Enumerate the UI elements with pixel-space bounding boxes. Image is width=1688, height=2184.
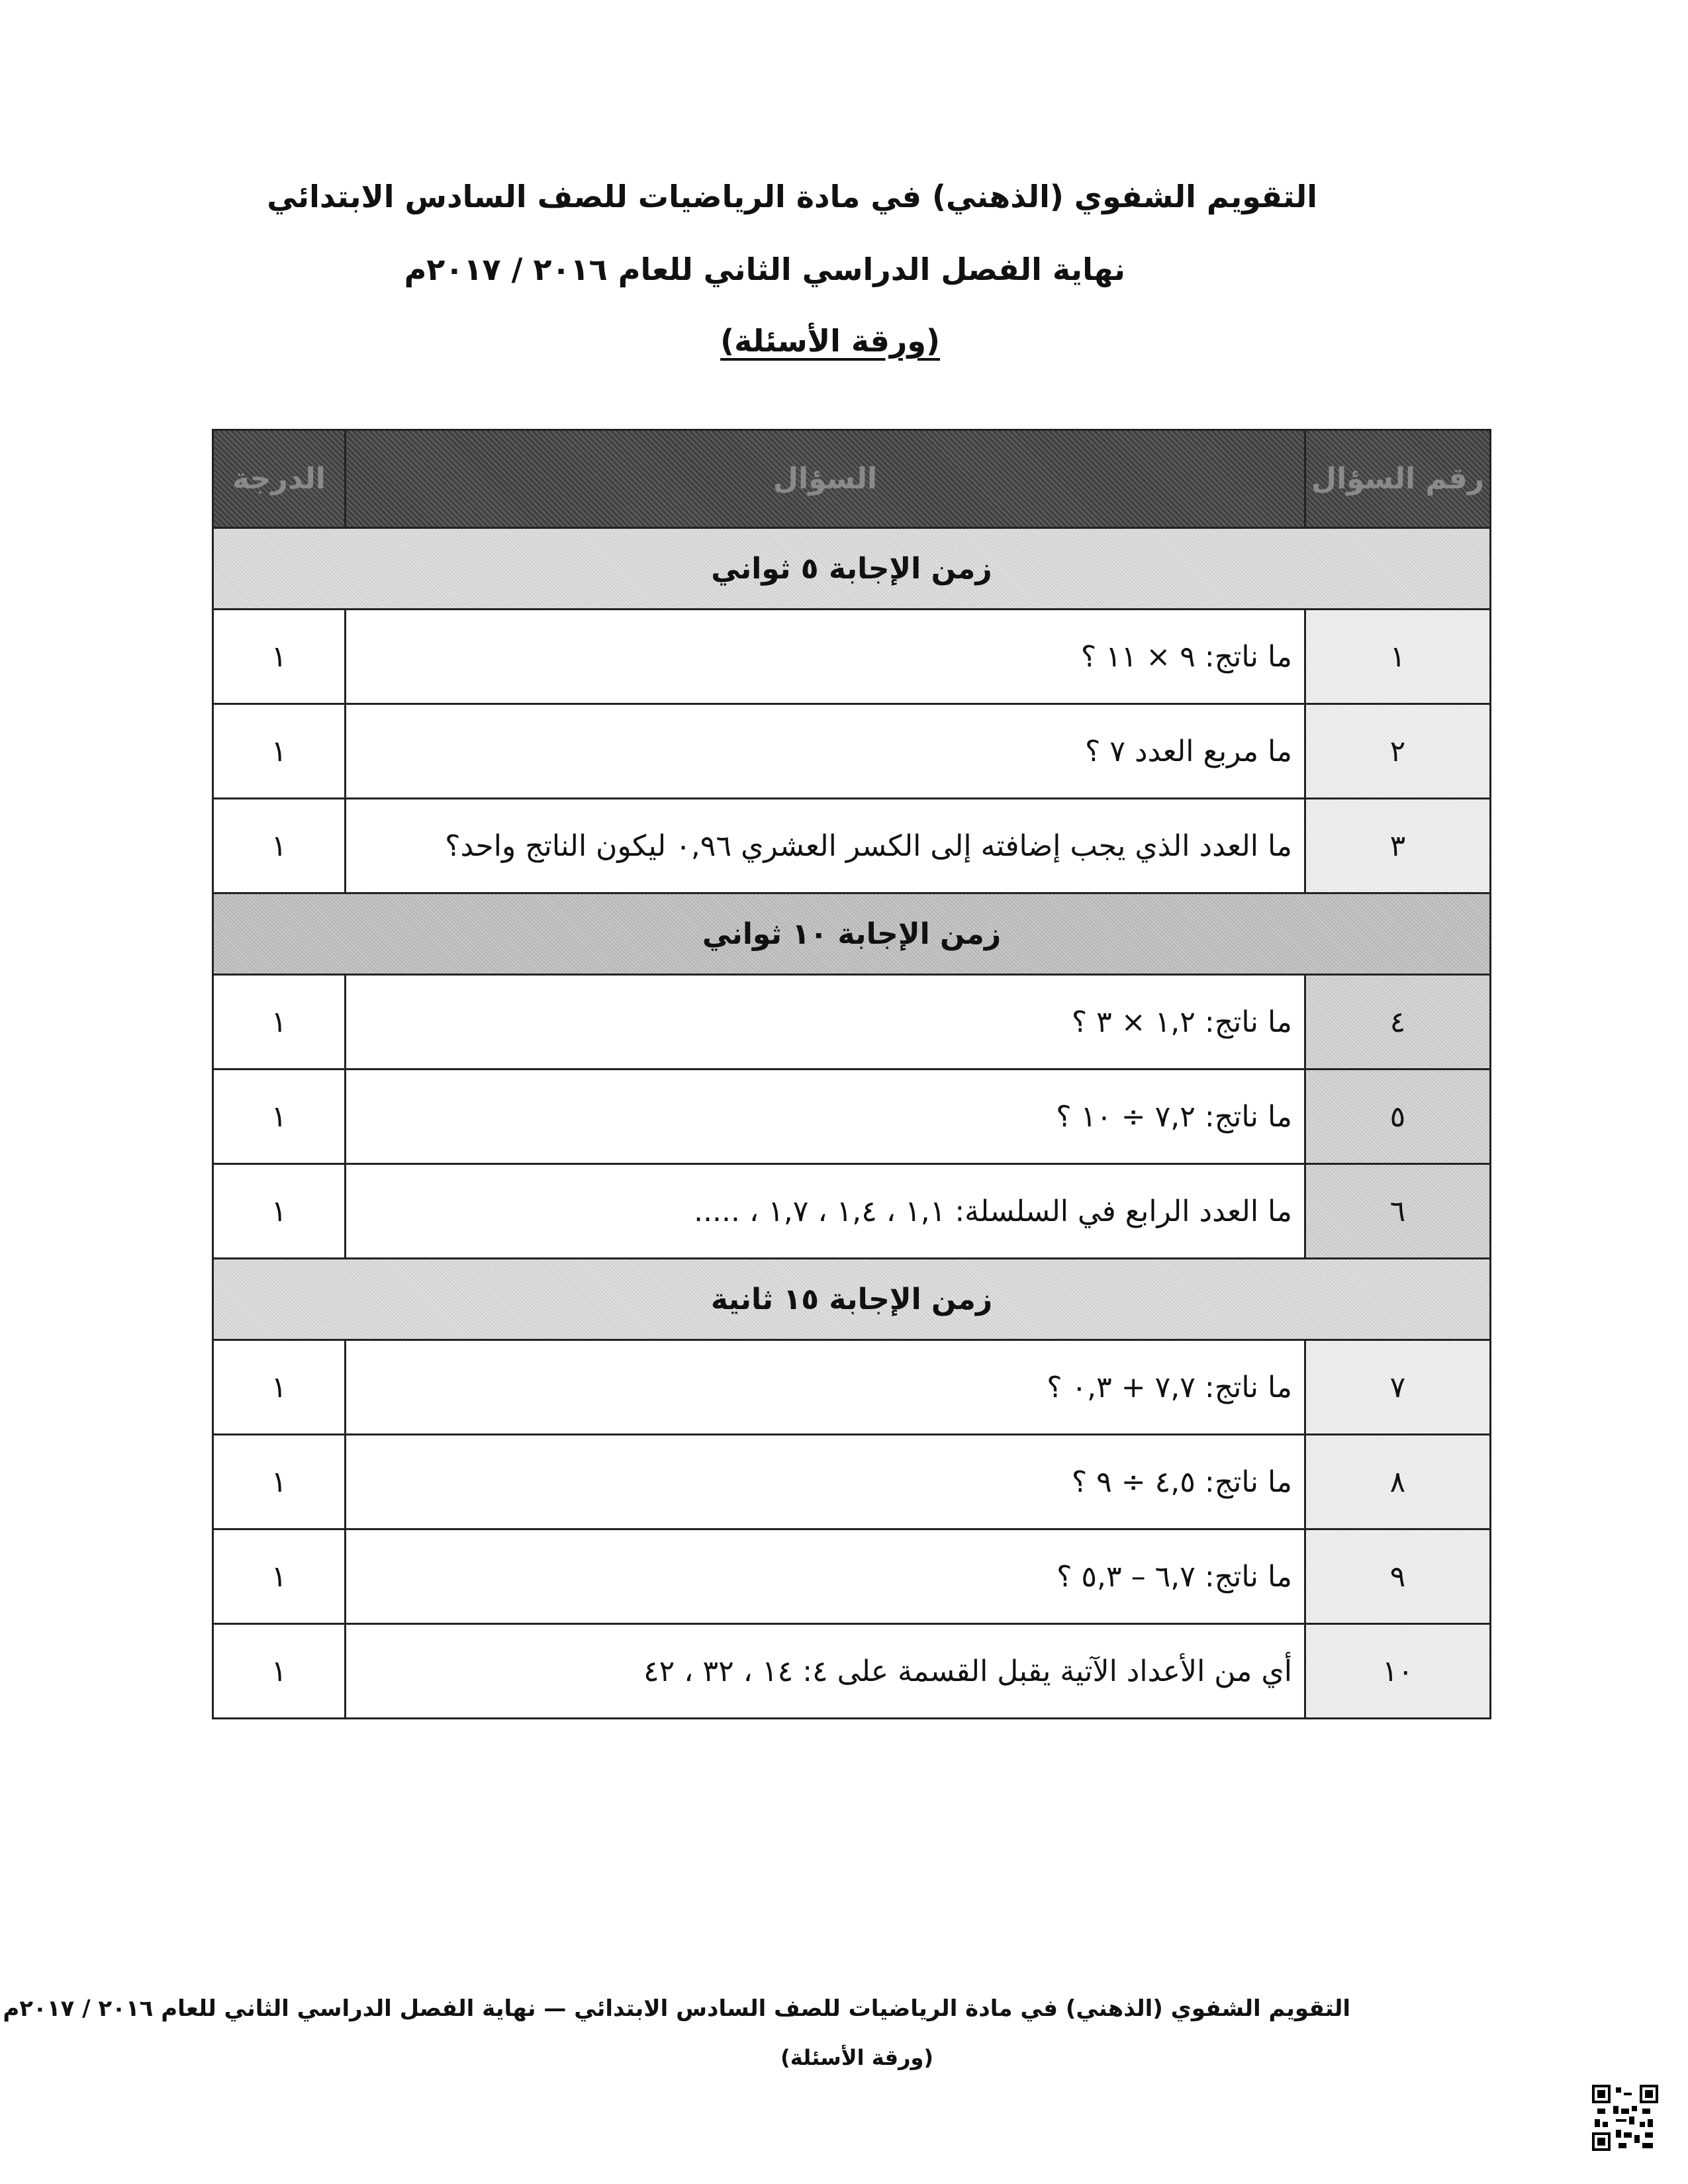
question-number: ٤ xyxy=(1305,975,1491,1069)
table-header-row xyxy=(213,430,1491,528)
question-number: ٨ xyxy=(1305,1435,1491,1529)
footer-line-2: (ورقة الأسئلة) xyxy=(780,2045,933,2070)
question-number: ٣ xyxy=(1305,799,1491,893)
question-number: ٩ xyxy=(1305,1529,1491,1624)
question-text: ما ناتج: ٩ × ١١ ؟ xyxy=(346,610,1305,704)
question-score: ١ xyxy=(213,1340,346,1435)
question-number: ١٠ xyxy=(1305,1624,1491,1719)
title-line-1: التقويم الشفوي (الذهني) في مادة الرياضيات للصف السادس الابتدائي xyxy=(267,179,1317,214)
section-label: زمن الإجابة ٥ ثواني xyxy=(213,528,1491,610)
section-label: زمن الإجابة ١٥ ثانية xyxy=(213,1259,1491,1340)
question-number: ٢ xyxy=(1305,704,1491,799)
table-row xyxy=(213,1435,1491,1529)
question-text: أي من الأعداد الآتية يقبل القسمة على ٤: ١٤ ، ٣٢ ، ٤٢ xyxy=(346,1624,1305,1719)
question-text: ما ناتج: ٧,٧ + ٠,٣ ؟ xyxy=(346,1340,1305,1435)
question-number: ٧ xyxy=(1305,1340,1491,1435)
title-line-3: (ورقة الأسئلة) xyxy=(720,323,940,359)
table-row xyxy=(213,704,1491,799)
question-score: ١ xyxy=(213,610,346,704)
section-row xyxy=(213,528,1491,610)
column-header-question: السؤال xyxy=(346,430,1305,528)
question-number: ٦ xyxy=(1305,1164,1491,1259)
table-row xyxy=(213,610,1491,704)
question-text: ما ناتج: ٦,٧ – ٥,٣ ؟ xyxy=(346,1529,1305,1624)
title-line-2: نهاية الفصل الدراسي الثاني للعام ٢٠١٦ / ٢٠١٧م xyxy=(404,251,1125,287)
table-row xyxy=(213,1340,1491,1435)
question-score: ١ xyxy=(213,1529,346,1624)
questions-table xyxy=(212,429,1491,1719)
table-row xyxy=(213,1529,1491,1624)
table-row xyxy=(213,1164,1491,1259)
question-score: ١ xyxy=(213,1069,346,1164)
table-row xyxy=(213,1069,1491,1164)
question-text: ما مربع العدد ٧ ؟ xyxy=(346,704,1305,799)
question-score: ١ xyxy=(213,975,346,1069)
question-text: ما ناتج: ١,٢ × ٣ ؟ xyxy=(346,975,1305,1069)
table-row xyxy=(213,1624,1491,1719)
question-text: ما ناتج: ٧,٢ ÷ ١٠ ؟ xyxy=(346,1069,1305,1164)
section-row xyxy=(213,893,1491,975)
section-label: زمن الإجابة ١٠ ثواني xyxy=(213,893,1491,975)
table-row xyxy=(213,975,1491,1069)
column-header-number: رقم السؤال xyxy=(1305,430,1491,528)
question-score: ١ xyxy=(213,1435,346,1529)
question-number: ١ xyxy=(1305,610,1491,704)
question-score: ١ xyxy=(213,1624,346,1719)
question-score: ١ xyxy=(213,704,346,799)
question-text: ما العدد الذي يجب إضافته إلى الكسر العشري ٠,٩٦ ليكون الناتج واحد؟ xyxy=(346,799,1305,893)
question-score: ١ xyxy=(213,799,346,893)
column-header-score: الدرجة xyxy=(213,430,346,528)
table-row xyxy=(213,799,1491,893)
footer-line-1: التقويم الشفوي (الذهني) في مادة الرياضيات للصف السادس الابتدائي — نهاية الفصل الدراسي الثاني للعام ٢٠١٦ / ٢٠١٧م xyxy=(3,1995,1350,2022)
question-score: ١ xyxy=(213,1164,346,1259)
section-row xyxy=(213,1259,1491,1340)
question-text: ما ناتج: ٤,٥ ÷ ٩ ؟ xyxy=(346,1435,1305,1529)
qr-code-icon xyxy=(1592,2085,1658,2151)
question-text: ما العدد الرابع في السلسلة: ١,١ ، ١,٤ ، ١,٧ ، ..... xyxy=(346,1164,1305,1259)
question-number: ٥ xyxy=(1305,1069,1491,1164)
